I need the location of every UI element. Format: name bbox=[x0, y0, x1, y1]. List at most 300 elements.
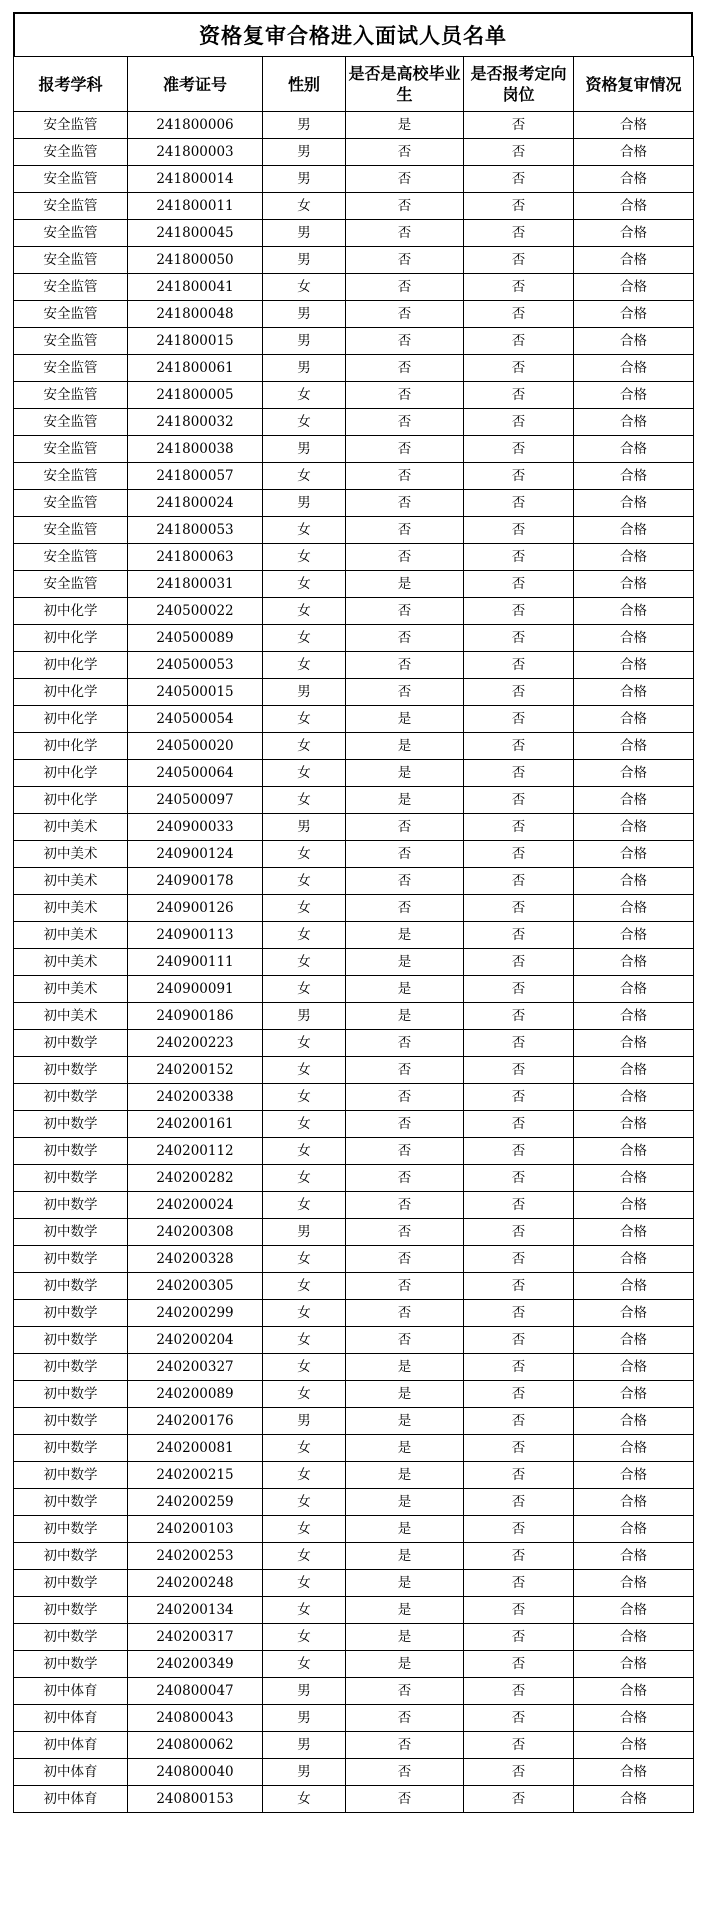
cell-targeted-post: 否 bbox=[464, 625, 574, 652]
cell-targeted-post: 否 bbox=[464, 1462, 574, 1489]
cell-graduate: 否 bbox=[346, 1030, 464, 1057]
cell-exam-number: 240200253 bbox=[128, 1543, 263, 1570]
table-row bbox=[14, 1543, 694, 1570]
cell-subject: 初中美术 bbox=[14, 868, 128, 895]
column-header-exam-number: 准考证号 bbox=[128, 57, 263, 112]
cell-targeted-post: 否 bbox=[464, 1381, 574, 1408]
cell-review-status: 合格 bbox=[574, 112, 694, 139]
table-row bbox=[14, 598, 694, 625]
cell-subject: 安全监管 bbox=[14, 274, 128, 301]
cell-subject: 初中化学 bbox=[14, 706, 128, 733]
cell-gender: 男 bbox=[263, 328, 346, 355]
cell-exam-number: 240500054 bbox=[128, 706, 263, 733]
table-row bbox=[14, 1570, 694, 1597]
cell-graduate: 是 bbox=[346, 1624, 464, 1651]
cell-gender: 女 bbox=[263, 760, 346, 787]
cell-exam-number: 240200176 bbox=[128, 1408, 263, 1435]
cell-targeted-post: 否 bbox=[464, 1732, 574, 1759]
cell-gender: 男 bbox=[263, 355, 346, 382]
cell-subject: 初中数学 bbox=[14, 1057, 128, 1084]
cell-gender: 男 bbox=[263, 247, 346, 274]
document-sheet bbox=[13, 12, 693, 1813]
cell-graduate: 否 bbox=[346, 625, 464, 652]
cell-graduate: 是 bbox=[346, 1543, 464, 1570]
table-row bbox=[14, 382, 694, 409]
table-row bbox=[14, 166, 694, 193]
table-row bbox=[14, 409, 694, 436]
cell-subject: 安全监管 bbox=[14, 544, 128, 571]
cell-exam-number: 241800015 bbox=[128, 328, 263, 355]
cell-subject: 初中体育 bbox=[14, 1678, 128, 1705]
cell-subject: 初中数学 bbox=[14, 1381, 128, 1408]
table-row bbox=[14, 976, 694, 1003]
cell-graduate: 否 bbox=[346, 490, 464, 517]
cell-review-status: 合格 bbox=[574, 1678, 694, 1705]
cell-graduate: 否 bbox=[346, 841, 464, 868]
cell-exam-number: 241800045 bbox=[128, 220, 263, 247]
cell-review-status: 合格 bbox=[574, 139, 694, 166]
cell-targeted-post: 否 bbox=[464, 1597, 574, 1624]
cell-exam-number: 240200161 bbox=[128, 1111, 263, 1138]
table-row bbox=[14, 949, 694, 976]
cell-gender: 女 bbox=[263, 1084, 346, 1111]
table-row bbox=[14, 625, 694, 652]
cell-review-status: 合格 bbox=[574, 706, 694, 733]
cell-exam-number: 241800031 bbox=[128, 571, 263, 598]
cell-targeted-post: 否 bbox=[464, 490, 574, 517]
table-header bbox=[14, 57, 694, 112]
cell-subject: 安全监管 bbox=[14, 571, 128, 598]
cell-review-status: 合格 bbox=[574, 1759, 694, 1786]
cell-graduate: 是 bbox=[346, 1003, 464, 1030]
cell-review-status: 合格 bbox=[574, 976, 694, 1003]
table-row bbox=[14, 1246, 694, 1273]
cell-subject: 初中数学 bbox=[14, 1165, 128, 1192]
cell-targeted-post: 否 bbox=[464, 517, 574, 544]
cell-subject: 初中数学 bbox=[14, 1273, 128, 1300]
cell-exam-number: 240200328 bbox=[128, 1246, 263, 1273]
cell-graduate: 是 bbox=[346, 760, 464, 787]
cell-graduate: 是 bbox=[346, 733, 464, 760]
cell-graduate: 是 bbox=[346, 571, 464, 598]
cell-exam-number: 240800047 bbox=[128, 1678, 263, 1705]
cell-review-status: 合格 bbox=[574, 598, 694, 625]
cell-graduate: 否 bbox=[346, 1732, 464, 1759]
cell-exam-number: 241800024 bbox=[128, 490, 263, 517]
cell-exam-number: 240200024 bbox=[128, 1192, 263, 1219]
cell-subject: 安全监管 bbox=[14, 355, 128, 382]
cell-graduate: 是 bbox=[346, 1354, 464, 1381]
cell-targeted-post: 否 bbox=[464, 976, 574, 1003]
cell-subject: 初中体育 bbox=[14, 1759, 128, 1786]
cell-review-status: 合格 bbox=[574, 1381, 694, 1408]
cell-targeted-post: 否 bbox=[464, 112, 574, 139]
cell-review-status: 合格 bbox=[574, 679, 694, 706]
cell-gender: 女 bbox=[263, 1246, 346, 1273]
cell-exam-number: 240900111 bbox=[128, 949, 263, 976]
cell-subject: 初中体育 bbox=[14, 1732, 128, 1759]
cell-gender: 男 bbox=[263, 490, 346, 517]
cell-gender: 女 bbox=[263, 463, 346, 490]
cell-exam-number: 240200308 bbox=[128, 1219, 263, 1246]
cell-review-status: 合格 bbox=[574, 1489, 694, 1516]
cell-targeted-post: 否 bbox=[464, 1057, 574, 1084]
cell-targeted-post: 否 bbox=[464, 1273, 574, 1300]
cell-graduate: 否 bbox=[346, 1246, 464, 1273]
cell-graduate: 否 bbox=[346, 1111, 464, 1138]
cell-targeted-post: 否 bbox=[464, 544, 574, 571]
cell-graduate: 是 bbox=[346, 949, 464, 976]
cell-review-status: 合格 bbox=[574, 1300, 694, 1327]
cell-subject: 初中数学 bbox=[14, 1084, 128, 1111]
cell-gender: 男 bbox=[263, 1732, 346, 1759]
cell-graduate: 否 bbox=[346, 1786, 464, 1813]
cell-targeted-post: 否 bbox=[464, 652, 574, 679]
cell-targeted-post: 否 bbox=[464, 220, 574, 247]
cell-review-status: 合格 bbox=[574, 1597, 694, 1624]
table-row bbox=[14, 1624, 694, 1651]
cell-graduate: 是 bbox=[346, 1570, 464, 1597]
table-row bbox=[14, 679, 694, 706]
cell-graduate: 否 bbox=[346, 544, 464, 571]
cell-graduate: 否 bbox=[346, 220, 464, 247]
cell-review-status: 合格 bbox=[574, 1543, 694, 1570]
cell-graduate: 是 bbox=[346, 976, 464, 1003]
cell-targeted-post: 否 bbox=[464, 706, 574, 733]
cell-gender: 男 bbox=[263, 1705, 346, 1732]
table-row bbox=[14, 463, 694, 490]
table-row bbox=[14, 328, 694, 355]
cell-review-status: 合格 bbox=[574, 1732, 694, 1759]
cell-targeted-post: 否 bbox=[464, 1138, 574, 1165]
table-row bbox=[14, 895, 694, 922]
header-row bbox=[14, 57, 694, 112]
cell-graduate: 是 bbox=[346, 1651, 464, 1678]
cell-gender: 女 bbox=[263, 841, 346, 868]
cell-exam-number: 240900033 bbox=[128, 814, 263, 841]
cell-exam-number: 241800032 bbox=[128, 409, 263, 436]
cell-graduate: 否 bbox=[346, 328, 464, 355]
cell-gender: 女 bbox=[263, 1165, 346, 1192]
cell-graduate: 否 bbox=[346, 409, 464, 436]
table-row bbox=[14, 1084, 694, 1111]
cell-gender: 女 bbox=[263, 1624, 346, 1651]
cell-review-status: 合格 bbox=[574, 193, 694, 220]
cell-exam-number: 240800043 bbox=[128, 1705, 263, 1732]
cell-gender: 男 bbox=[263, 1408, 346, 1435]
cell-gender: 女 bbox=[263, 976, 346, 1003]
cell-exam-number: 241800006 bbox=[128, 112, 263, 139]
table-row bbox=[14, 1030, 694, 1057]
cell-exam-number: 241800011 bbox=[128, 193, 263, 220]
cell-exam-number: 240200152 bbox=[128, 1057, 263, 1084]
cell-subject: 安全监管 bbox=[14, 517, 128, 544]
table-row bbox=[14, 220, 694, 247]
cell-gender: 女 bbox=[263, 868, 346, 895]
cell-gender: 女 bbox=[263, 1138, 346, 1165]
cell-exam-number: 240900178 bbox=[128, 868, 263, 895]
cell-graduate: 否 bbox=[346, 868, 464, 895]
cell-subject: 安全监管 bbox=[14, 382, 128, 409]
cell-graduate: 否 bbox=[346, 1084, 464, 1111]
cell-graduate: 否 bbox=[346, 355, 464, 382]
table-row bbox=[14, 1138, 694, 1165]
table-row bbox=[14, 1516, 694, 1543]
cell-review-status: 合格 bbox=[574, 247, 694, 274]
cell-gender: 男 bbox=[263, 220, 346, 247]
cell-gender: 女 bbox=[263, 1327, 346, 1354]
cell-targeted-post: 否 bbox=[464, 1408, 574, 1435]
table-row bbox=[14, 1489, 694, 1516]
cell-targeted-post: 否 bbox=[464, 1435, 574, 1462]
cell-gender: 女 bbox=[263, 517, 346, 544]
table-row bbox=[14, 1219, 694, 1246]
cell-exam-number: 241800057 bbox=[128, 463, 263, 490]
table-row bbox=[14, 1786, 694, 1813]
table-row bbox=[14, 1381, 694, 1408]
table-row bbox=[14, 814, 694, 841]
table-row bbox=[14, 139, 694, 166]
cell-subject: 初中美术 bbox=[14, 895, 128, 922]
column-header-subject: 报考学科 bbox=[14, 57, 128, 112]
cell-subject: 初中化学 bbox=[14, 787, 128, 814]
cell-gender: 女 bbox=[263, 1570, 346, 1597]
cell-gender: 女 bbox=[263, 1381, 346, 1408]
cell-gender: 女 bbox=[263, 625, 346, 652]
cell-targeted-post: 否 bbox=[464, 328, 574, 355]
cell-targeted-post: 否 bbox=[464, 922, 574, 949]
cell-subject: 初中化学 bbox=[14, 760, 128, 787]
cell-exam-number: 241800014 bbox=[128, 166, 263, 193]
cell-graduate: 否 bbox=[346, 166, 464, 193]
cell-review-status: 合格 bbox=[574, 1624, 694, 1651]
cell-exam-number: 240500015 bbox=[128, 679, 263, 706]
cell-graduate: 是 bbox=[346, 1597, 464, 1624]
cell-gender: 男 bbox=[263, 1678, 346, 1705]
table-row bbox=[14, 1354, 694, 1381]
cell-exam-number: 240200081 bbox=[128, 1435, 263, 1462]
cell-subject: 初中数学 bbox=[14, 1462, 128, 1489]
cell-graduate: 否 bbox=[346, 895, 464, 922]
cell-exam-number: 241800050 bbox=[128, 247, 263, 274]
cell-subject: 初中数学 bbox=[14, 1327, 128, 1354]
cell-exam-number: 240200089 bbox=[128, 1381, 263, 1408]
cell-exam-number: 240200259 bbox=[128, 1489, 263, 1516]
cell-targeted-post: 否 bbox=[464, 814, 574, 841]
cell-targeted-post: 否 bbox=[464, 571, 574, 598]
table-row bbox=[14, 1597, 694, 1624]
cell-graduate: 否 bbox=[346, 652, 464, 679]
cell-gender: 女 bbox=[263, 1111, 346, 1138]
table-row bbox=[14, 436, 694, 463]
cell-review-status: 合格 bbox=[574, 1327, 694, 1354]
cell-review-status: 合格 bbox=[574, 1408, 694, 1435]
cell-review-status: 合格 bbox=[574, 841, 694, 868]
cell-review-status: 合格 bbox=[574, 1462, 694, 1489]
cell-subject: 初中美术 bbox=[14, 841, 128, 868]
cell-gender: 女 bbox=[263, 382, 346, 409]
cell-exam-number: 240200248 bbox=[128, 1570, 263, 1597]
cell-targeted-post: 否 bbox=[464, 1489, 574, 1516]
cell-subject: 初中数学 bbox=[14, 1192, 128, 1219]
cell-exam-number: 241800061 bbox=[128, 355, 263, 382]
cell-graduate: 否 bbox=[346, 274, 464, 301]
cell-targeted-post: 否 bbox=[464, 1246, 574, 1273]
cell-gender: 女 bbox=[263, 571, 346, 598]
cell-graduate: 否 bbox=[346, 1165, 464, 1192]
cell-gender: 男 bbox=[263, 301, 346, 328]
cell-subject: 初中数学 bbox=[14, 1570, 128, 1597]
cell-gender: 女 bbox=[263, 1057, 346, 1084]
cell-exam-number: 240800153 bbox=[128, 1786, 263, 1813]
cell-review-status: 合格 bbox=[574, 1192, 694, 1219]
cell-exam-number: 240200305 bbox=[128, 1273, 263, 1300]
table-row bbox=[14, 1651, 694, 1678]
cell-exam-number: 240200215 bbox=[128, 1462, 263, 1489]
cell-gender: 女 bbox=[263, 1516, 346, 1543]
table-row bbox=[14, 1435, 694, 1462]
table-row bbox=[14, 1732, 694, 1759]
cell-review-status: 合格 bbox=[574, 1003, 694, 1030]
table-row bbox=[14, 868, 694, 895]
cell-subject: 初中数学 bbox=[14, 1300, 128, 1327]
cell-review-status: 合格 bbox=[574, 895, 694, 922]
cell-review-status: 合格 bbox=[574, 1651, 694, 1678]
table-row bbox=[14, 922, 694, 949]
cell-review-status: 合格 bbox=[574, 760, 694, 787]
table-row bbox=[14, 1408, 694, 1435]
cell-exam-number: 240900091 bbox=[128, 976, 263, 1003]
table-row bbox=[14, 1462, 694, 1489]
cell-subject: 初中数学 bbox=[14, 1354, 128, 1381]
table-row bbox=[14, 112, 694, 139]
cell-exam-number: 240900186 bbox=[128, 1003, 263, 1030]
cell-exam-number: 241800003 bbox=[128, 139, 263, 166]
cell-review-status: 合格 bbox=[574, 1705, 694, 1732]
table-row bbox=[14, 1165, 694, 1192]
cell-targeted-post: 否 bbox=[464, 274, 574, 301]
cell-review-status: 合格 bbox=[574, 571, 694, 598]
cell-targeted-post: 否 bbox=[464, 1516, 574, 1543]
cell-subject: 初中数学 bbox=[14, 1138, 128, 1165]
cell-subject: 安全监管 bbox=[14, 193, 128, 220]
cell-graduate: 否 bbox=[346, 1300, 464, 1327]
cell-review-status: 合格 bbox=[574, 517, 694, 544]
cell-review-status: 合格 bbox=[574, 274, 694, 301]
cell-exam-number: 240500097 bbox=[128, 787, 263, 814]
cell-targeted-post: 否 bbox=[464, 1786, 574, 1813]
cell-graduate: 否 bbox=[346, 1327, 464, 1354]
cell-review-status: 合格 bbox=[574, 1354, 694, 1381]
cell-exam-number: 240200327 bbox=[128, 1354, 263, 1381]
cell-gender: 女 bbox=[263, 1273, 346, 1300]
cell-subject: 初中数学 bbox=[14, 1597, 128, 1624]
cell-graduate: 是 bbox=[346, 1435, 464, 1462]
cell-exam-number: 240800062 bbox=[128, 1732, 263, 1759]
cell-exam-number: 240200349 bbox=[128, 1651, 263, 1678]
cell-graduate: 否 bbox=[346, 382, 464, 409]
cell-subject: 初中数学 bbox=[14, 1111, 128, 1138]
cell-targeted-post: 否 bbox=[464, 895, 574, 922]
table-row bbox=[14, 544, 694, 571]
cell-targeted-post: 否 bbox=[464, 1624, 574, 1651]
cell-gender: 女 bbox=[263, 787, 346, 814]
cell-subject: 初中数学 bbox=[14, 1651, 128, 1678]
cell-subject: 初中美术 bbox=[14, 922, 128, 949]
cell-targeted-post: 否 bbox=[464, 139, 574, 166]
cell-subject: 初中数学 bbox=[14, 1219, 128, 1246]
cell-exam-number: 241800005 bbox=[128, 382, 263, 409]
cell-review-status: 合格 bbox=[574, 1057, 694, 1084]
cell-review-status: 合格 bbox=[574, 787, 694, 814]
cell-subject: 初中化学 bbox=[14, 679, 128, 706]
cell-targeted-post: 否 bbox=[464, 409, 574, 436]
cell-targeted-post: 否 bbox=[464, 1219, 574, 1246]
cell-subject: 初中美术 bbox=[14, 1003, 128, 1030]
cell-gender: 女 bbox=[263, 1462, 346, 1489]
cell-graduate: 否 bbox=[346, 247, 464, 274]
cell-review-status: 合格 bbox=[574, 1246, 694, 1273]
cell-exam-number: 240500053 bbox=[128, 652, 263, 679]
cell-targeted-post: 否 bbox=[464, 1192, 574, 1219]
table-row bbox=[14, 274, 694, 301]
cell-targeted-post: 否 bbox=[464, 1570, 574, 1597]
cell-targeted-post: 否 bbox=[464, 1030, 574, 1057]
cell-graduate: 否 bbox=[346, 679, 464, 706]
cell-graduate: 否 bbox=[346, 1138, 464, 1165]
cell-exam-number: 241800053 bbox=[128, 517, 263, 544]
table-body bbox=[14, 112, 694, 1813]
table-row bbox=[14, 490, 694, 517]
cell-exam-number: 240200299 bbox=[128, 1300, 263, 1327]
cell-targeted-post: 否 bbox=[464, 868, 574, 895]
cell-subject: 初中化学 bbox=[14, 625, 128, 652]
cell-gender: 女 bbox=[263, 1786, 346, 1813]
cell-review-status: 合格 bbox=[574, 733, 694, 760]
cell-subject: 初中数学 bbox=[14, 1543, 128, 1570]
table-row bbox=[14, 571, 694, 598]
cell-exam-number: 241800041 bbox=[128, 274, 263, 301]
cell-gender: 男 bbox=[263, 1759, 346, 1786]
cell-gender: 女 bbox=[263, 1192, 346, 1219]
cell-targeted-post: 否 bbox=[464, 355, 574, 382]
cell-gender: 男 bbox=[263, 814, 346, 841]
cell-targeted-post: 否 bbox=[464, 1084, 574, 1111]
cell-exam-number: 240200223 bbox=[128, 1030, 263, 1057]
cell-targeted-post: 否 bbox=[464, 193, 574, 220]
cell-targeted-post: 否 bbox=[464, 247, 574, 274]
cell-gender: 女 bbox=[263, 1354, 346, 1381]
cell-gender: 女 bbox=[263, 922, 346, 949]
table-row bbox=[14, 841, 694, 868]
cell-gender: 女 bbox=[263, 274, 346, 301]
cell-exam-number: 240200338 bbox=[128, 1084, 263, 1111]
cell-targeted-post: 否 bbox=[464, 760, 574, 787]
cell-gender: 男 bbox=[263, 436, 346, 463]
cell-review-status: 合格 bbox=[574, 1165, 694, 1192]
cell-review-status: 合格 bbox=[574, 544, 694, 571]
table-row bbox=[14, 1003, 694, 1030]
cell-graduate: 否 bbox=[346, 139, 464, 166]
cell-gender: 男 bbox=[263, 112, 346, 139]
cell-review-status: 合格 bbox=[574, 1570, 694, 1597]
cell-gender: 女 bbox=[263, 544, 346, 571]
cell-subject: 初中体育 bbox=[14, 1786, 128, 1813]
cell-graduate: 是 bbox=[346, 1381, 464, 1408]
cell-subject: 初中数学 bbox=[14, 1489, 128, 1516]
cell-review-status: 合格 bbox=[574, 1273, 694, 1300]
cell-targeted-post: 否 bbox=[464, 301, 574, 328]
